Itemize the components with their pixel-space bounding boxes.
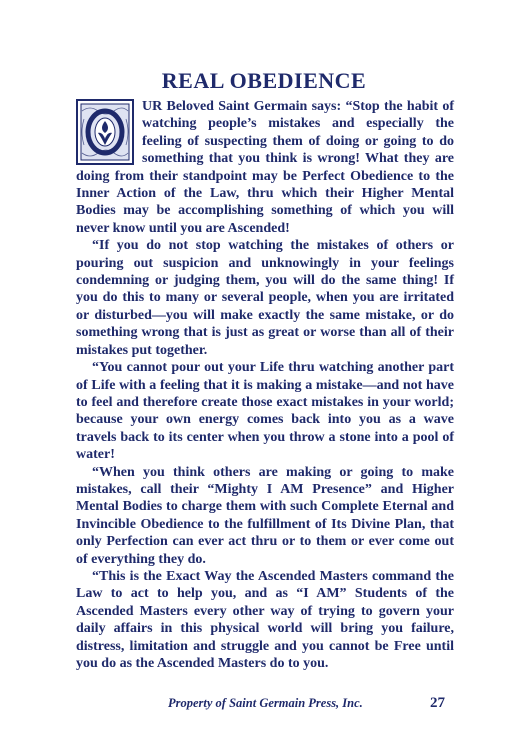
body-text	[76, 98, 454, 672]
paragraph-1	[76, 98, 454, 237]
publisher-credit: Property of Saint Germain Press, Inc.	[168, 696, 363, 710]
page-title: REAL OBEDIENCE	[161, 68, 367, 93]
paragraph-1-text: UR Beloved Saint Germain says: “Stop the habit of watching people’s mistakes and especially the feeling of suspecting them of doing or going to do something that you think is wrong! What they are doing from their standpoint may be Perfect Obedience to the Inner Action of the Law, thru which their Higher Mental Bodies may be accomplishing something of which you will never know until you are Ascended!	[76, 99, 454, 236]
page-number: 27	[430, 695, 445, 711]
ornamental-initial-icon	[76, 99, 134, 165]
paragraph-3: “You cannot pour out your Life thru watching another part of Life with a feeling that it is making a mistake—and not have to feel and therefore create those exact mistakes in your world; because your own energy comes back into you as a wave travels back to its center when you throw a stone into a pool of water!	[76, 360, 454, 463]
paragraph-2: “If you do not stop watching the mistakes of others or pouring out suspicion and unknowingly in your feelings condemning or judging them, you will do the same thing! If you do this to many or several people, when you are irritated or disturbed—you will make exactly the same mistake, or do something wrong that is just as great or worse than all of their mistakes put together.	[76, 238, 454, 358]
paragraph-4: “When you think others are making or going to make mistakes, call their “Mighty I AM Presence” and Higher Mental Bodies to charge them with such Complete Eternal and Invincible Obedience to the fulfillment of Its Divine Plan, that only Perfection can ever act thru or to them or ever come out of everything they do.	[76, 464, 454, 567]
paragraph-5: “This is the Exact Way the Ascended Masters command the Law to act to help you, and as “I AM” Students of the Ascended Masters every other way of trying to govern your daily affairs in this physical world will bring you failure, distress, limitation and struggle and you cannot be Free until you do as the Ascended Masters do to you.	[76, 568, 454, 671]
